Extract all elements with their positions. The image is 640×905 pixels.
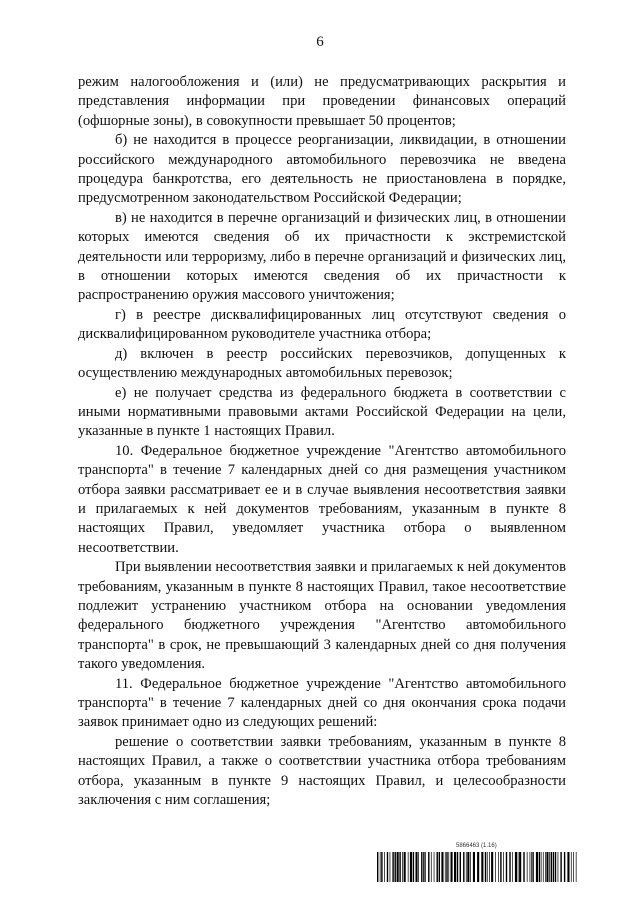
paragraph-e: е) не получает средства из федерального бюджета в соответствии с иными нормативными правовыми актами Российской Федерации на цели, указанные в пункте 1 настоящих Правил.	[78, 384, 566, 440]
document-body	[78, 73, 566, 810]
paragraph-decision: решение о соответствии заявки требованиям, указанным в пункте 8 настоящих Правил, а также о соответствии участника отбора требованиям отбора, указанным в пункте 9 настоящих Правил, и целесообразности заключения с ним соглашения;	[78, 733, 566, 809]
paragraph-g: г) в реестре дисквалифицированных лиц отсутствуют сведения о дисквалифицированном руководителе участника отбора;	[78, 306, 566, 343]
paragraph-nonconformity: При выявлении несоответствия заявки и прилагаемых к ней документов требованиям, указанным в пункте 8 настоящих Правил, такое несоответствие подлежит устранению участником отбора на основании уведомления федерального бюджетного учреждения "Агентство автомобильного транспорта" в срок, не превышающий 3 календарных дней со дня получения такого уведомления.	[78, 559, 566, 673]
barcode-icon	[377, 852, 577, 882]
paragraph-10: 10. Федеральное бюджетное учреждение "Агентство автомобильного транспорта" в течение 7 календарных дней со дня размещения участником отбора заявки рассматривает ее и в случае выявления несоответствия заявки и прилагаемых к ней документов требованиям, указанным в пункте 8 настоящих Правил, уведомляет участника отбора о выявленном несоответствии.	[78, 442, 566, 556]
paragraph-b: б) не находится в процессе реорганизации, ликвидации, в отношении российского международного автомобильного перевозчика не введена процедура банкротства, его деятельность не приостановлена в порядке, предусмотренном законодательством Российской Федерации;	[78, 132, 566, 207]
paragraph-11: 11. Федеральное бюджетное учреждение "Агентство автомобильного транспорта" в течение 7 календарных дней со дня окончания срока подачи заявок принимает одно из следующих решений:	[78, 675, 566, 731]
paragraph-d: д) включен в реестр российских перевозчиков, допущенных к осуществлению международных автомобильных перевозок;	[78, 345, 566, 382]
paragraph-continuation: режим налогообложения и (или) не предусматривающих раскрытия и представления информации при проведении финансовых операций (офшорные зоны), в совокупности превышает 50 процентов;	[78, 74, 566, 129]
document-code: 5866463 (1.16)	[456, 843, 497, 849]
page-number: 6	[316, 34, 324, 50]
paragraph-v: в) не находится в перечне организаций и физических лиц, в отношении которых имеются сведения об их причастности к экстремистской деятельности или терроризму, либо в перечне организаций и физических лиц, в отношении которых имеются сведения об их причастности к распространению оружия массового уничтожения;	[78, 209, 566, 304]
